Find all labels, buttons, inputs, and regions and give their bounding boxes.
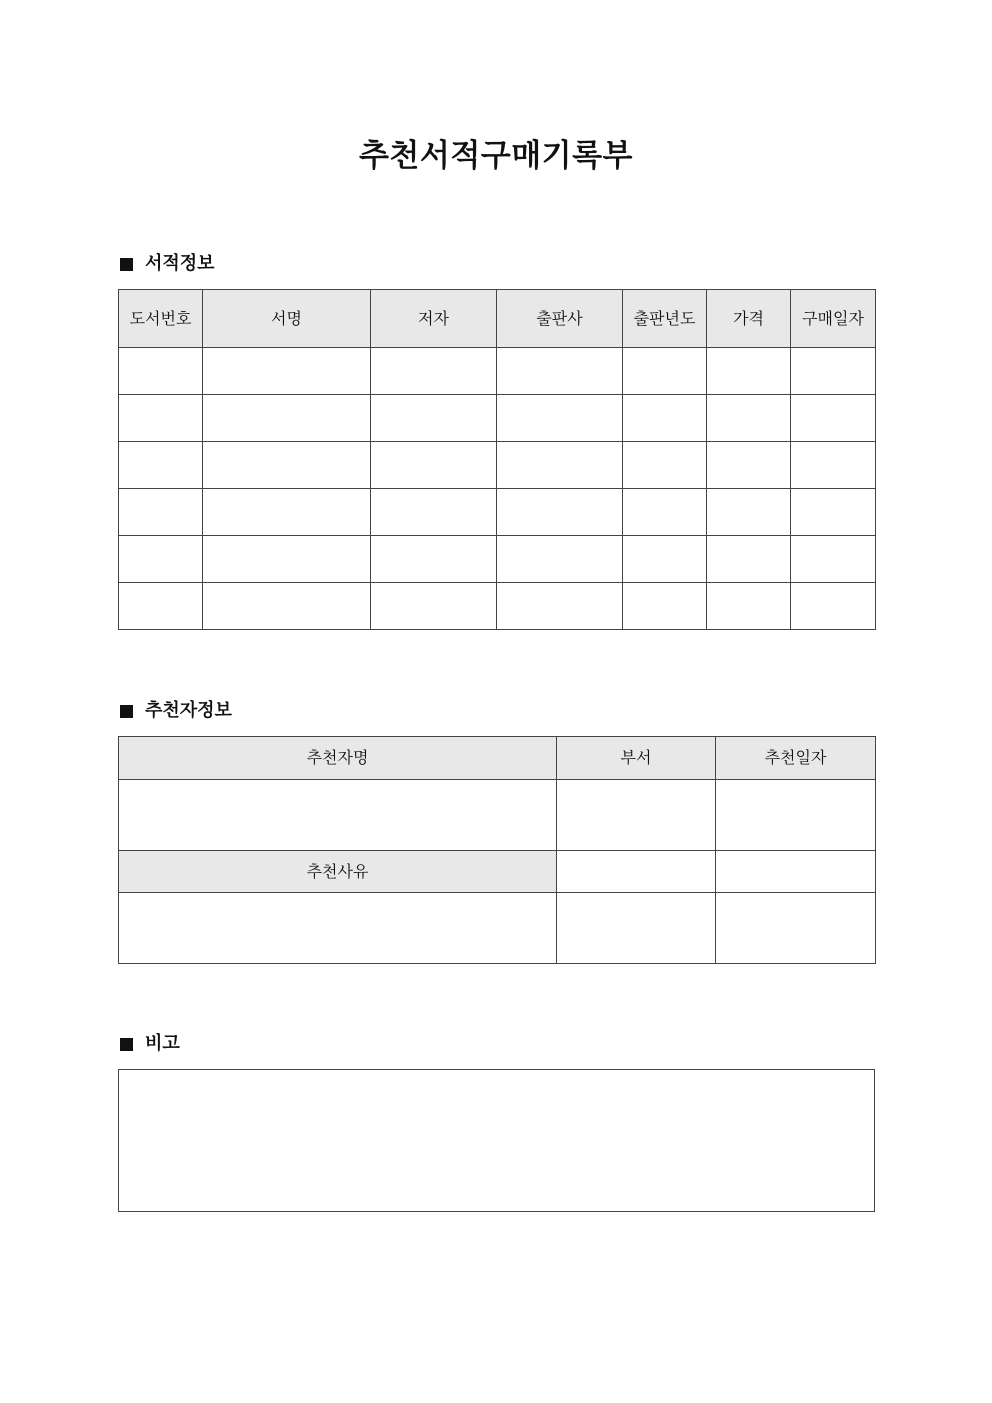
department-field[interactable] xyxy=(557,780,716,851)
cell-book-number[interactable] xyxy=(119,348,203,395)
empty-cell[interactable] xyxy=(716,851,876,893)
square-bullet-icon xyxy=(120,258,133,271)
cell-purchase-date[interactable] xyxy=(791,536,876,583)
table-row xyxy=(119,442,876,489)
cell-publication-year[interactable] xyxy=(623,442,707,489)
section-heading-books xyxy=(120,252,215,276)
cell-author[interactable] xyxy=(371,348,497,395)
cell-title[interactable] xyxy=(203,536,371,583)
notes-field[interactable] xyxy=(118,1069,875,1212)
page-title: 추천서적구매기록부 xyxy=(358,138,633,174)
cell-publisher[interactable] xyxy=(497,348,623,395)
column-header-book-number: 도서번호 xyxy=(119,290,203,348)
cell-purchase-date[interactable] xyxy=(791,395,876,442)
cell-publisher[interactable] xyxy=(497,489,623,536)
cell-title[interactable] xyxy=(203,395,371,442)
cell-purchase-date[interactable] xyxy=(791,442,876,489)
cell-price[interactable] xyxy=(707,489,791,536)
cell-price[interactable] xyxy=(707,536,791,583)
recommend-reason-field[interactable] xyxy=(119,893,557,964)
cell-book-number[interactable] xyxy=(119,395,203,442)
cell-publisher[interactable] xyxy=(497,442,623,489)
square-bullet-icon xyxy=(120,705,133,718)
cell-book-number[interactable] xyxy=(119,536,203,583)
cell-book-number[interactable] xyxy=(119,583,203,630)
cell-publisher[interactable] xyxy=(497,395,623,442)
table-row xyxy=(119,583,876,630)
column-header-price: 가격 xyxy=(707,290,791,348)
cell-price[interactable] xyxy=(707,395,791,442)
cell-publication-year[interactable] xyxy=(623,395,707,442)
table-row xyxy=(119,780,876,851)
cell-title[interactable] xyxy=(203,489,371,536)
cell-author[interactable] xyxy=(371,583,497,630)
cell-purchase-date[interactable] xyxy=(791,348,876,395)
section-heading-notes xyxy=(120,1032,180,1056)
cell-author[interactable] xyxy=(371,489,497,536)
column-header-publication-year: 출판년도 xyxy=(623,290,707,348)
book-info-table xyxy=(118,289,876,630)
cell-publication-year[interactable] xyxy=(623,536,707,583)
cell-purchase-date[interactable] xyxy=(791,489,876,536)
cell-author[interactable] xyxy=(371,395,497,442)
cell-author[interactable] xyxy=(371,442,497,489)
table-row xyxy=(119,851,876,893)
column-header-title: 서명 xyxy=(203,290,371,348)
cell-publication-year[interactable] xyxy=(623,348,707,395)
cell-book-number[interactable] xyxy=(119,442,203,489)
cell-title[interactable] xyxy=(203,583,371,630)
table-row xyxy=(119,737,876,780)
table-row xyxy=(119,348,876,395)
cell-price[interactable] xyxy=(707,348,791,395)
recommend-date-field[interactable] xyxy=(716,780,876,851)
cell-purchase-date[interactable] xyxy=(791,583,876,630)
cell-price[interactable] xyxy=(707,583,791,630)
empty-cell[interactable] xyxy=(557,893,716,964)
cell-author[interactable] xyxy=(371,536,497,583)
recommender-name-field[interactable] xyxy=(119,780,557,851)
recommender-name-label: 추천자명 xyxy=(119,737,557,780)
empty-cell[interactable] xyxy=(557,851,716,893)
cell-title[interactable] xyxy=(203,348,371,395)
table-row xyxy=(119,893,876,964)
empty-cell[interactable] xyxy=(716,893,876,964)
table-row xyxy=(119,536,876,583)
cell-book-number[interactable] xyxy=(119,489,203,536)
cell-title[interactable] xyxy=(203,442,371,489)
column-header-purchase-date: 구매일자 xyxy=(791,290,876,348)
section-heading-label: 서적정보 xyxy=(145,253,215,274)
column-header-author: 저자 xyxy=(371,290,497,348)
cell-publisher[interactable] xyxy=(497,536,623,583)
column-header-publisher: 출판사 xyxy=(497,290,623,348)
table-header-row xyxy=(119,290,876,348)
square-bullet-icon xyxy=(120,1038,133,1051)
cell-publication-year[interactable] xyxy=(623,583,707,630)
section-heading-label: 추천자정보 xyxy=(145,700,232,721)
section-heading-recommender xyxy=(120,699,232,723)
recommender-info-table xyxy=(118,736,876,964)
table-row xyxy=(119,489,876,536)
cell-price[interactable] xyxy=(707,442,791,489)
recommend-reason-label: 추천사유 xyxy=(119,851,557,893)
department-label: 부서 xyxy=(557,737,716,780)
section-heading-label: 비고 xyxy=(145,1033,180,1054)
cell-publication-year[interactable] xyxy=(623,489,707,536)
cell-publisher[interactable] xyxy=(497,583,623,630)
table-row xyxy=(119,395,876,442)
recommend-date-label: 추천일자 xyxy=(716,737,876,780)
